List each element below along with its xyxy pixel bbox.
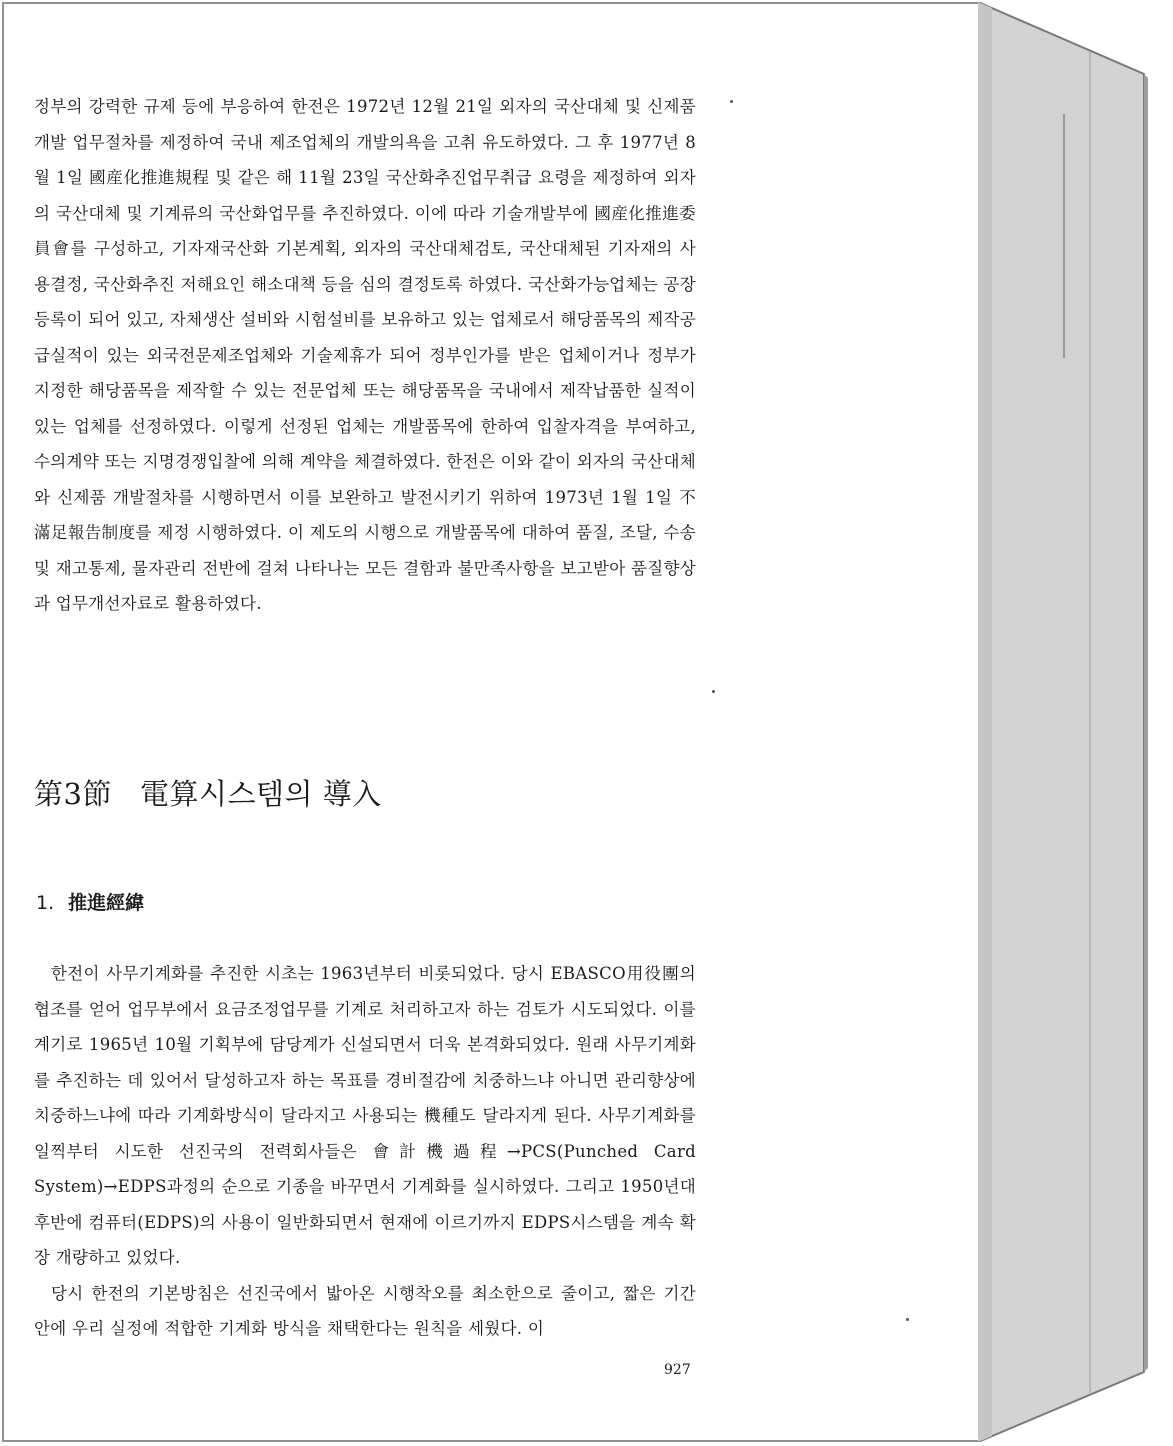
subsection-heading (36, 888, 144, 915)
subsection-number: 1. (36, 892, 55, 914)
section-number: 第3節 (34, 777, 112, 811)
section-heading (34, 772, 382, 813)
print-speck (906, 1318, 909, 1321)
print-speck (712, 690, 715, 693)
section-title-text: 電算시스템의 導入 (139, 777, 382, 811)
paragraph-text: 당시 한전의 기본방침은 선진국에서 밟아온 시행착오를 최소한으로 줄이고, 짧은 기간 안에 우리 실정에 적합한 기계화 방식을 채택한다는 원칙을 세웠다. 이 (34, 1283, 696, 1338)
page-number: 927 (664, 1362, 691, 1378)
paragraph-text: 한전이 사무기계화를 추진한 시초는 1963년부터 비롯되었다. 당시 EBASCO用役團의 협조를 얻어 업무부에서 요금조정업무를 기계로 처리하고자 하는 검토가 시도되었다. 이를 계기로 1965년 10월 기획부에 담당계가 신설되면서 더욱 본격화되었다. 원래 사무기계화를 추진하는 데 있어서 달성하고자 하는 목표를 경비절감에 치중하느냐 아니면 관리향상에 치중하느냐에 따라 기계화방식이 달라지고 사용되는 機種도 달라지게 된다. 사무기계화를 일찍부터 시도한 선진국의 전력회사들은 會計機過程→PCS(Punched Card System)→EDPS과정의 순으로 기종을 바꾸면서 기계화를 실시하였다. 그리고 1950년대 후반에 컴퓨터(EDPS)의 사용이 일반화되면서 현재에 이르기까지 EDPS시스템을 계속 확장 개량하고 있었다. (34, 964, 696, 1267)
body-paragraph-top (34, 89, 696, 622)
page-edge-illustration (978, 2, 1148, 1442)
book-page-edge (978, 2, 1148, 1442)
paragraph-text: 정부의 강력한 규제 등에 부응하여 한전은 1972년 12월 21일 외자의 국산대체 및 신제품개발 업무절차를 제정하여 국내 제조업체의 개발의욕을 고취 유도하였다. 그 후 1977년 8월 1일 國産化推進規程 및 같은 해 11월 23일 국산화추진업무취급 요령을 제정하여 외자의 국산대체 및 기계류의 국산화업무를 추진하였다. 이에 따라 기술개발부에 國産化推進委員會를 구성하고, 기자재국산화 기본계획, 외자의 국산대체검토, 국산대체된 기자재의 사용결정, 국산화추진 저해요인 해소대책 등을 심의 결정토록 하였다. 국산화가능업체는 공장등록이 되어 있고, 자체생산 설비와 시험설비를 보유하고 있는 업체로서 해당품목의 제작공급실적이 있는 외국전문제조업체와 기술제휴가 되어 정부인가를 받은 업체이거나 정부가 지정한 해당품목을 제작할 수 있는 전문업체 또는 해당품목을 국내에서 제작납품한 실적이 있는 업체를 선정하였다. 이렇게 선정된 업체는 개발품목에 한하여 입찰자격을 부여하고, 수의계약 또는 지명경쟁입찰에 의해 계약을 체결하였다. 한전은 이와 같이 외자의 국산대체와 신제품 개발절차를 시행하면서 이를 보완하고 발전시키기 위하여 1973년 1월 1일 不滿足報告制度를 제정 시행하였다. 이 제도의 시행으로 개발품목에 대하여 품질, 조달, 수송 및 재고통제, 물자관리 전반에 걸쳐 나타나는 모든 결함과 불만족사항을 보고받아 품질향상과 업무개선자료로 활용하였다. (34, 97, 696, 613)
subsection-title-text: 推進經緯 (68, 892, 145, 914)
body-paragraph-bottom (34, 956, 696, 1347)
print-speck (730, 100, 733, 103)
